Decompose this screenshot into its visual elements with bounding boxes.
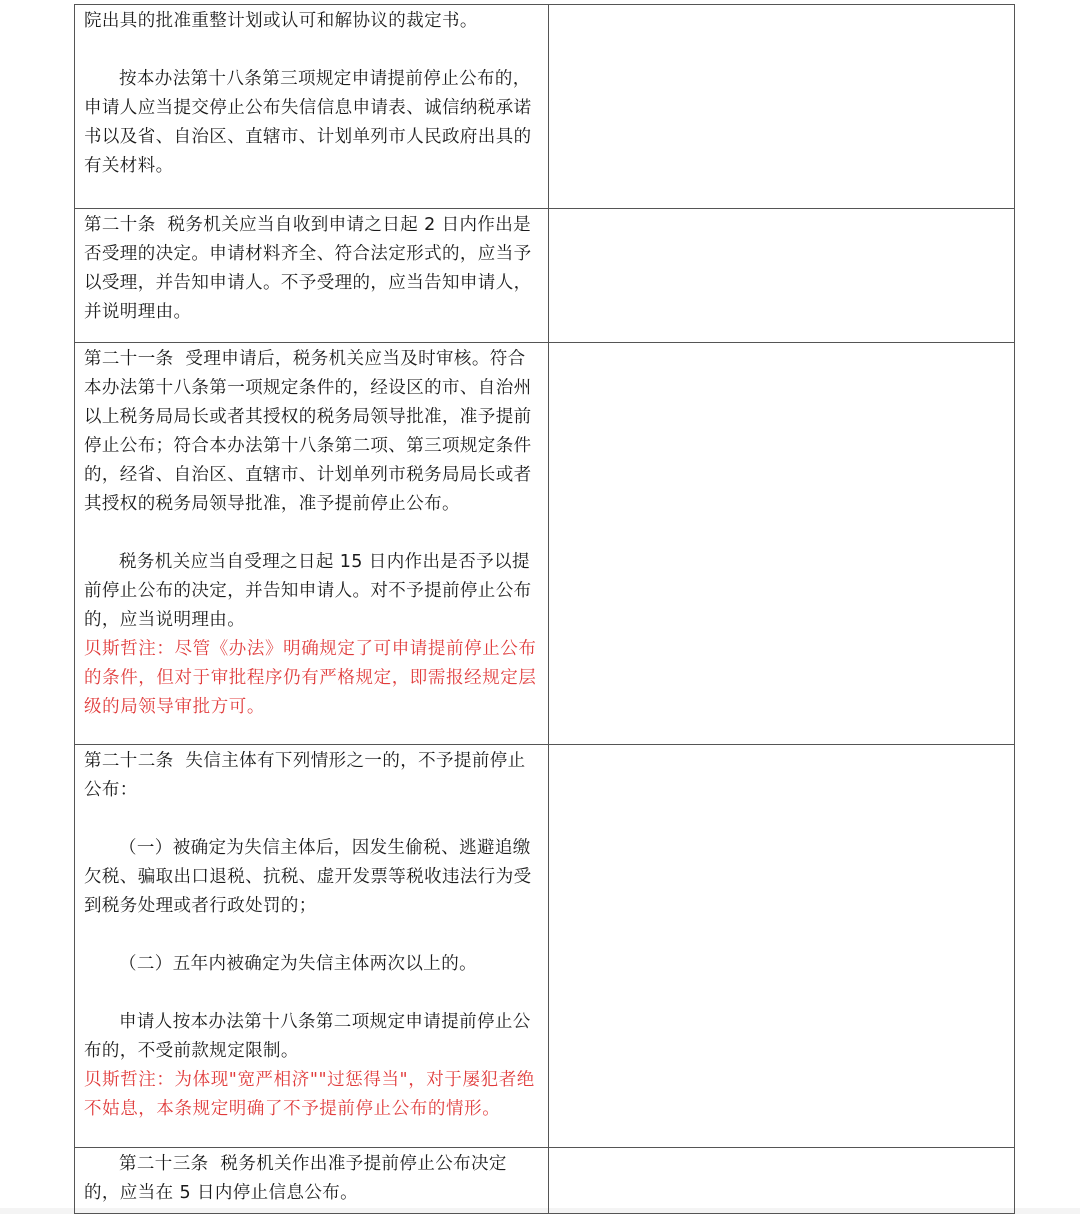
article-paragraph: 第二十条 税务机关应当自收到申请之日起 2 日内作出是否受理的决定。申请材料齐全、符合法定形式的，应当予以受理，并告知申请人。不予受理的，应当告知申请人，并说明理由。 [84,215,532,322]
article-text-cell [75,1148,549,1214]
article-paragraph: 院出具的批准重整计划或认可和解协议的裁定书。 [84,11,478,31]
blank-line [84,805,540,834]
article-text-cell [75,5,549,209]
table-row [75,745,1015,1148]
table-row [75,209,1015,343]
table-row [75,1148,1015,1214]
empty-comment-cell [549,745,1015,1148]
empty-comment-cell [549,1148,1015,1214]
article-text [75,5,548,208]
article-paragraph: 第二十二条 失信主体有下列情形之一的，不予提前停止公布： [84,751,526,800]
annotation-note: 贝斯哲注：尽管《办法》明确规定了可申请提前停止公布的条件，但对于审批程序仍有严格规定，即需报经规定层级的局领导审批方可。 [84,639,537,717]
article-paragraph: （一）被确定为失信主体后，因发生偷税、逃避追缴欠税、骗取出口退税、抗税、虚开发票等税收违法行为受到税务处理或者行政处罚的； [84,838,532,916]
article-paragraph: 第二十一条 受理申请后，税务机关应当及时审核。符合本办法第十八条第一项规定条件的，经设区的市、自治州以上税务局局长或者其授权的税务局领导批准，准予提前停止公布；符合本办法第十八条第二项、第三项规定条件的，经省、自治区、直辖市、计划单列市税务局局长或者其授权的税务局领导批准，准予提前停止公布。 [84,349,532,514]
article-text-cell [75,343,549,745]
empty-comment-cell [549,209,1015,343]
article-paragraph: 申请人按本办法第十八条第二项规定申请提前停止公布的，不受前款规定限制。 [84,1012,531,1061]
blank-line [84,921,540,950]
blank-line [84,36,540,65]
annotation-note: 贝斯哲注：为体现"宽严相济""过惩得当"，对于屡犯者绝不姑息，本条规定明确了不予提前停止公布的情形。 [84,1070,535,1119]
table-row [75,5,1015,209]
article-paragraph: （二）五年内被确定为失信主体两次以上的。 [119,954,477,974]
article-text-cell [75,745,549,1148]
article-text [75,343,548,744]
empty-comment-cell [549,343,1015,745]
empty-comment-cell [549,5,1015,209]
table-row [75,343,1015,745]
article-text [75,745,548,1147]
blank-line [84,979,540,1008]
blank-line [84,519,540,548]
article-paragraph: 按本办法第十八条第三项规定申请提前停止公布的，申请人应当提交停止公布失信信息申请表、诚信纳税承诺书以及省、自治区、直辖市、计划单列市人民政府出具的有关材料。 [84,69,532,176]
article-text-cell [75,209,549,343]
article-paragraph: 税务机关应当自受理之日起 15 日内作出是否予以提前停止公布的决定，并告知申请人。对不予提前停止公布的，应当说明理由。 [84,552,532,630]
regulation-table [74,4,1015,1214]
article-text [75,209,548,342]
article-text [75,1148,548,1213]
article-paragraph: 第二十三条 税务机关作出准予提前停止公布决定的，应当在 5 日内停止信息公布。 [84,1154,507,1203]
